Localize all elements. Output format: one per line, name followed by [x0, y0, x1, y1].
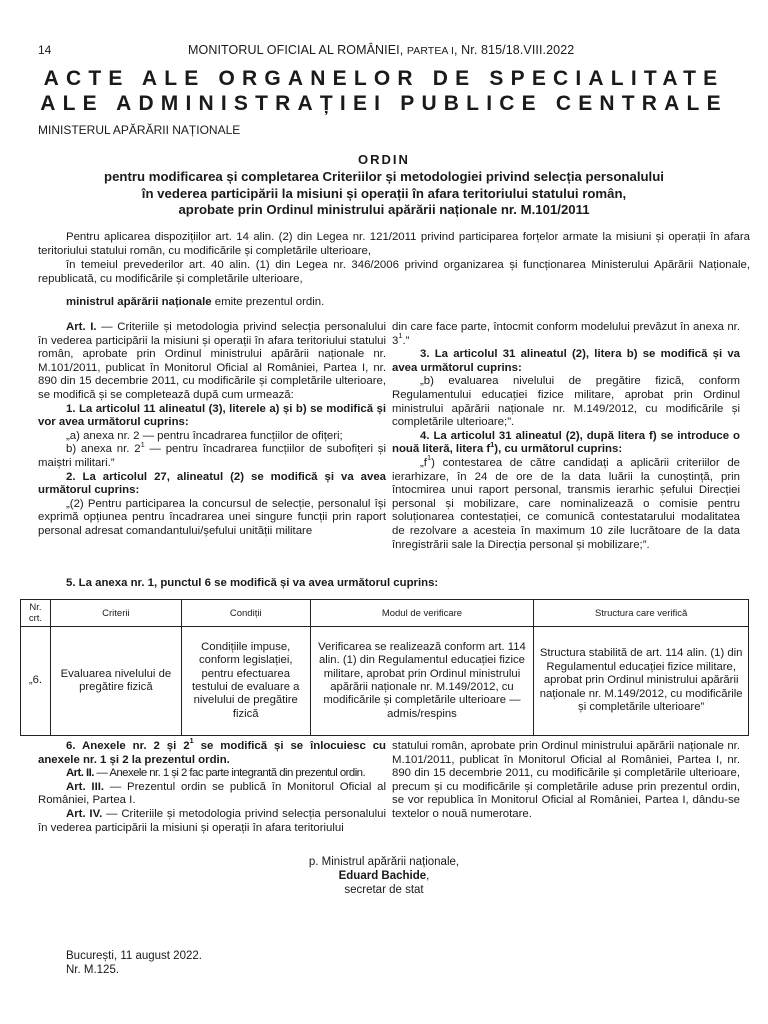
order-title: ORDIN — [358, 152, 410, 167]
signatory-role: secretar de stat — [344, 883, 424, 896]
art3-paragraph: Art. III. — Prezentul ordin se publică în Monitorul Oficial al României, Partea I. — [38, 780, 386, 807]
cell-verificare: Verificarea se realizează conform art. 114 alin. (1) din Regulamentul educației fizice militare, aprobat prin Ordinul ministrului apărării naționale nr. M.149/2012, cu modificările și completările ulterioare — admis/respins — [310, 627, 534, 736]
art2-paragraph: Art. II. — Anexele nr. 1 și 2 fac parte integrantă din prezentul ordin. — [66, 767, 366, 780]
cell-structura: Structura stabilită de art. 114 alin. (1) din Regulamentul educației fizice militare, aprobat prin Ordinul ministrului apărării naționale nr. M.149/2012, cu modificările și completările ulterioare” — [534, 627, 749, 736]
page-header — [38, 44, 730, 60]
preamble-emitent: ministrul apărării naționale emite prezentul ordin. — [66, 296, 325, 308]
point-2-text: „(2) Pentru participarea la concursul de selecție, personalul își exprimă opțiunea pentru încadrarea unei singure funcții prin raport personal adresat comandantului/șefului unității militare — [38, 497, 386, 537]
cell-criteriu: Evaluarea nivelului de pregătire fizică — [50, 627, 181, 736]
header-criterii: Criterii — [50, 600, 181, 627]
continuation-text: din care face parte, întocmit conform modelului prevăzut în anexa nr. $3^1$.” — [392, 321, 740, 347]
header-structura: Structura care verifică — [534, 600, 749, 627]
order-number: Nr. M.125. — [66, 964, 120, 976]
art4-continuation: statului român, aprobate prin Ordinul ministrului apărării naționale nr. M.101/2011, publicat în Monitorul Oficial al României, Partea I, nr. 890 din 15 decembrie 2011, cu modificările și completările ulterioare, precum și cu modificările și completările aduse prin prezentul ordin, se vor republica în Monitorul Oficial al României, Partea I, dându-se textelor o nouă numerotare. — [392, 740, 740, 820]
criteria-table — [20, 599, 749, 736]
point-4-text: $„f^1$) contestarea de către candidați a aplicării criteriilor de ierarhizare, în 24 de ore de la data luării la cunoștință, prin întocmirea unui raport personal, transmis ierarhic șefului Direcției personal și mobilizare, care nominalizează o comisie pentru soluționarea contestației, ce comunică contestatarului modalitatea de rezolvare a acesteia în maximum 10 zile lucrătoare de la data înregistrării sale la Direcția personal și mobilizare;”. — [392, 453, 740, 551]
cell-nr: „6. — [21, 627, 51, 736]
signature-title: p. Ministrul apărării naționale, — [308, 856, 460, 868]
section-title-line1: ACTE ALE ORGANELOR DE SPECIALITATE — [43, 67, 725, 90]
gazette-header: MONITORUL OFICIAL AL ROMÂNIEI, PARTEA I, Nr. 815/18.VIII.2022 — [188, 43, 575, 57]
point-3-text: „b) evaluarea nivelului de pregătire fizică, conform Regulamentului educației fizice militare, aprobat prin Ordinul ministrului apărării naționale nr. M.149/2012, cu modificările și completările ulterioare;”. — [392, 375, 740, 429]
left-column — [38, 321, 386, 539]
signature-block — [0, 856, 768, 897]
cell-conditii: Condițiile impuse, conform legislației, pentru efectuarea testului de evaluare a nivelului de pregătire fizică — [181, 627, 310, 736]
order-subtitle: pentru modificarea și completarea Criteriilor și metodologiei privind selecția personalului în vederea participării la misiuni și operații în afara teritoriului statului român, aprobate prin Ordinul ministrului apărării naționale nr. M.101/2011 — [104, 169, 664, 217]
right-column — [392, 321, 740, 552]
point-2-heading: 2. La articolul 27, alineatul (2) se modifică și va avea următorul cuprins: — [38, 470, 386, 497]
place-date: București, 11 august 2022. — [66, 950, 202, 962]
point-5-heading: 5. La anexa nr. 1, punctul 6 se modifică și va avea următorul cuprins: — [66, 577, 439, 589]
table-row — [21, 627, 749, 736]
header-nr-crt: Nr. crt. — [21, 600, 51, 627]
point-1-heading: 1. La articolul 11 alineatul (3), literele a) și b) se modifică și vor avea următorul cuprins: — [38, 402, 386, 429]
preamble-p1: Pentru aplicarea dispozițiilor art. 14 alin. (2) din Legea nr. 121/2011 privind participarea forțelor armate la misiuni și operații în afara teritoriului statului român, cu modificările și completările ulterioare, — [38, 231, 750, 257]
point-1-letter-b: b) anexa nr. $2^1$ — pentru încadrarea funcțiilor de subofițeri și maiștri militari.” — [38, 439, 387, 469]
preamble-p2: în temeiul prevederilor art. 40 alin. (1) din Legea nr. 346/2006 privind organizarea și funcționarea Ministerului Apărării Naționale, republicată, cu modificările și completările ulterioare, — [38, 259, 750, 285]
header-conditii: Condiții — [181, 600, 310, 627]
point-3-heading: 3. La articolul 31 alineatul (2), litera b) se modifică și va avea următorul cuprins: — [392, 348, 740, 374]
point-6-heading: 6. Anexele nr. 2 și $2^1$ se modifică și se înlocuiesc cu anexele nr. 1 și 2 la prezentul ordin. — [38, 736, 387, 766]
lower-right-column — [392, 740, 740, 822]
section-title-line2: ALE ADMINISTRAȚIEI PUBLICE CENTRALE — [40, 92, 728, 115]
issuer-name: MINISTERUL APĂRĂRII NAȚIONALE — [38, 123, 241, 137]
point-1-letter-a: „a) anexa nr. 2 — pentru încadrarea funcțiilor de ofițeri; — [66, 429, 343, 442]
table-header-row — [21, 600, 749, 627]
point-4-heading: 4. La articolul 31 alineatul (2), după litera f) se introduce o nouă literă, litera $f^1$), cu următorul cuprins: — [392, 429, 740, 456]
art4-paragraph: Art. IV. — Criteriile și metodologia privind selecția personalului în vederea participării la misiuni și operații în afara teritoriului — [38, 807, 386, 834]
art1-paragraph: Art. I. — Criteriile și metodologia privind selecția personalului în vederea participării la misiuni și operații în afara teritoriului statului român, aprobate prin Ordinul ministrului apărării naționale nr. M.101/2011, publicat în Monitorul Oficial al României, Partea I, nr. 890 din 15 decembrie 2011, cu modificările și completările ulterioare, se modifică și se completează după cum urmează: — [38, 321, 386, 401]
page-number: 14 — [38, 43, 52, 57]
signatory-name: Eduard Bachide, — [338, 869, 430, 882]
header-modul-verificare: Modul de verificare — [310, 600, 534, 627]
lower-left-column — [38, 736, 387, 835]
